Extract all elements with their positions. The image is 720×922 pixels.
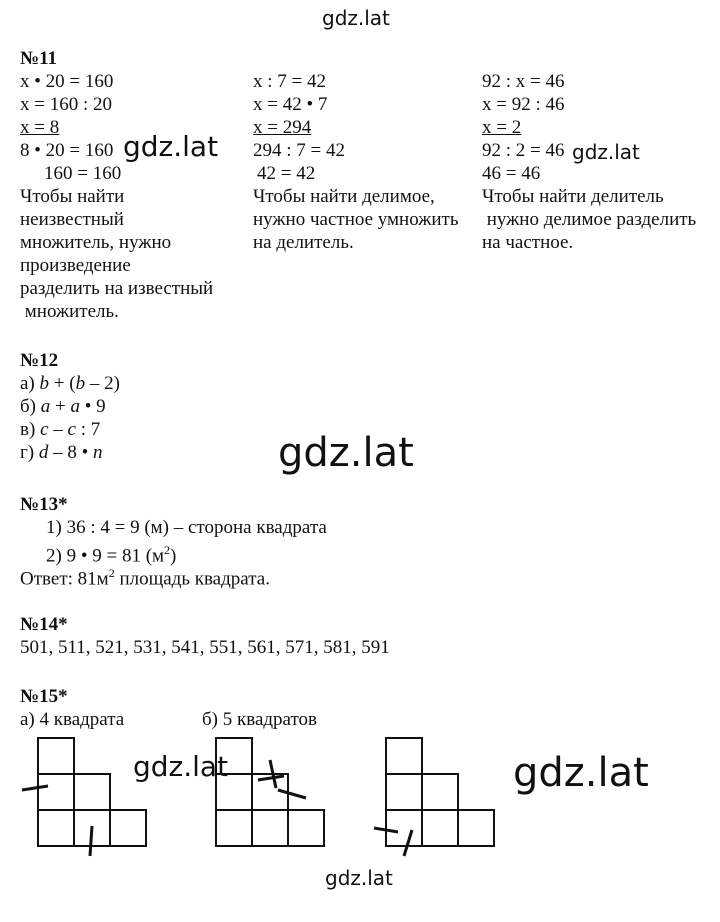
- task11-col2: [253, 70, 459, 254]
- task11-col2-line2: x = 42 • 7: [253, 94, 328, 115]
- task11-col1-line1: x • 20 = 160: [20, 71, 114, 92]
- task11-col3-line1: 92 : x = 46: [482, 71, 565, 92]
- task11-col1-check-result: 160 = 160: [44, 163, 122, 184]
- task11-col3-rule-1: Чтобы найти делитель: [482, 186, 664, 207]
- task11-col1: [20, 70, 213, 323]
- task11-col1-rule-3: множитель, нужно: [20, 232, 172, 253]
- task13-answer: Ответ: $81м^2$ площадь квадрата.: [20, 566, 270, 590]
- task11-col1-answer: x = 8: [20, 117, 60, 138]
- watermark-overlay-1: gdz.lat: [123, 130, 219, 163]
- square: [216, 738, 252, 774]
- task11-col3-rule-3: на частное.: [482, 232, 574, 253]
- task11-title: №11: [20, 48, 58, 69]
- task11-col3-line2: x = 92 : 46: [482, 94, 565, 115]
- square: [422, 810, 458, 846]
- task11-col1-rule-5: разделить на известный: [20, 278, 214, 299]
- task11-col2-check: 294 : 7 = 42: [253, 140, 345, 161]
- task11-col2-rule-3: на делитель.: [253, 232, 354, 253]
- square: [386, 738, 422, 774]
- task11-col1-rule-6: множитель.: [20, 301, 119, 322]
- task11-col1-rule-4: произведение: [20, 255, 131, 276]
- matchstick-figure-b: [198, 730, 348, 860]
- square: [110, 810, 146, 846]
- watermark-center: gdz.lat: [278, 430, 414, 476]
- square: [422, 774, 458, 810]
- task11-col3-check: 92 : 2 = 46: [482, 140, 565, 161]
- task11-col2-check-result: 42 = 42: [257, 163, 316, 184]
- square: [458, 810, 494, 846]
- removed-stick: [374, 828, 398, 832]
- task12-item-a: а) b + (b – 2): [20, 373, 120, 394]
- square: [38, 810, 74, 846]
- square: [386, 810, 422, 846]
- watermark-overlay-2: gdz.lat: [572, 140, 640, 164]
- task11-col2-rule-2: нужно частное умножить: [253, 209, 459, 230]
- task15-title: №15*: [20, 686, 68, 707]
- square: [74, 774, 110, 810]
- task12-title: №12: [20, 350, 59, 371]
- task11-col2-rule-1: Чтобы найти делимое,: [253, 186, 435, 207]
- task12-item-d: г) d – 8 • n: [20, 442, 103, 463]
- task12-item-b: б) a + a • 9: [20, 396, 106, 417]
- matchstick-figure-a: [20, 730, 170, 860]
- watermark-top: gdz.lat: [322, 6, 390, 30]
- removed-stick: [278, 790, 306, 798]
- task13-title: №13*: [20, 494, 68, 515]
- task13-solution: [20, 516, 327, 590]
- task11-col1-check: 8 • 20 = 160: [20, 140, 114, 161]
- task11-col1-rule-2: неизвестный: [20, 209, 124, 230]
- task14-values: 501, 511, 521, 531, 541, 551, 561, 571, 581, 591: [20, 637, 390, 658]
- watermark-bottom: gdz.lat: [325, 866, 393, 890]
- task12-item-c: в) c – c : 7: [20, 419, 101, 440]
- task15-label-b: б) 5 квадратов: [202, 709, 318, 730]
- removed-stick: [404, 830, 412, 856]
- task11-col3-check-result: 46 = 46: [482, 163, 541, 184]
- square: [216, 810, 252, 846]
- task11-col3: [482, 70, 696, 254]
- watermark-figure-overlay: gdz.lat: [133, 750, 229, 783]
- task15-label-a: а) 4 квадрата: [20, 709, 125, 730]
- task11-col3-answer: x = 2: [482, 117, 522, 138]
- task12-list: [20, 372, 120, 464]
- watermark-right: gdz.lat: [513, 750, 649, 796]
- removed-stick: [90, 826, 92, 856]
- task11-col1-rule-1: Чтобы найти: [20, 186, 125, 207]
- removed-stick: [258, 776, 284, 780]
- square: [216, 774, 252, 810]
- removed-stick: [22, 786, 48, 790]
- task11-col2-answer: x = 294: [253, 117, 312, 138]
- square: [38, 738, 74, 774]
- task14-title: №14*: [20, 614, 68, 635]
- task13-step1: 1) 36 : 4 = 9 (м) – сторона квадрата: [46, 517, 327, 538]
- square: [386, 774, 422, 810]
- task11-col3-rule-2: нужно делимое разделить: [482, 209, 697, 230]
- matchstick-figure-c: [368, 730, 518, 860]
- square: [252, 810, 288, 846]
- square: [38, 774, 74, 810]
- task13-step2: 2) 9 • 9 = 81 $(м^2)$: [46, 543, 177, 567]
- task11-col1-line2: x = 160 : 20: [20, 94, 112, 115]
- square: [288, 810, 324, 846]
- task11-col2-line1: x : 7 = 42: [253, 71, 326, 92]
